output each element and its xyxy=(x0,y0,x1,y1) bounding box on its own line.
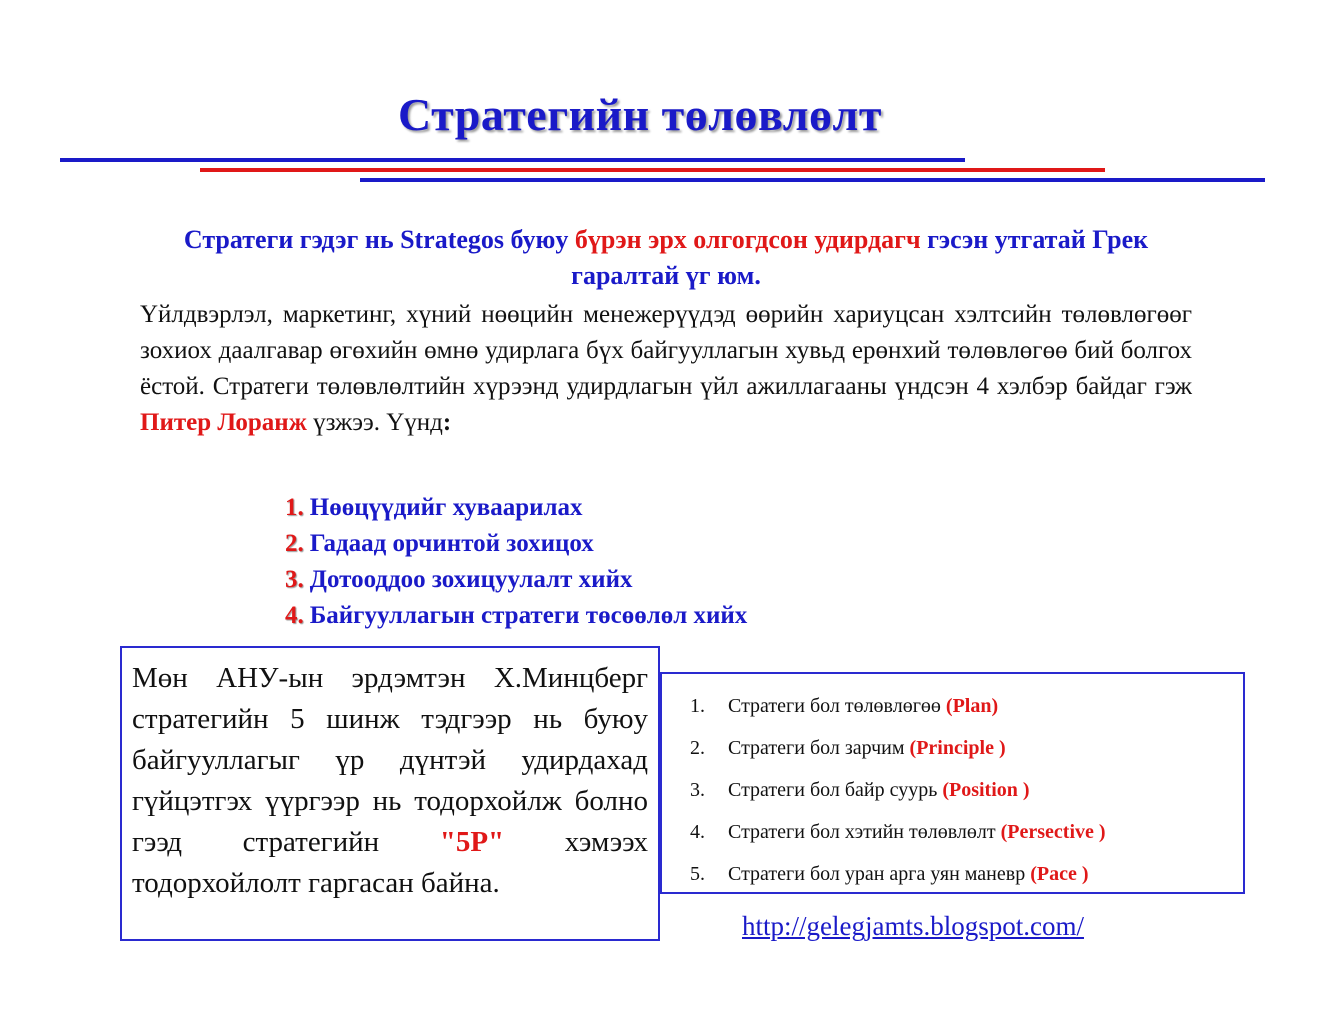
list-item: 1. Стратеги бол төлөвлөгөө (Plan) xyxy=(690,695,999,717)
intro-definition xyxy=(140,222,1192,294)
blog-link[interactable]: http://gelegjamts.blogspot.com/ xyxy=(742,911,1084,941)
decorative-line-blue-bottom xyxy=(360,178,1265,182)
list-item: 5. Стратеги бол уран арга уян маневр (Pace ) xyxy=(690,863,1089,885)
intro-text-2: гэсэн утгатай Грек гаралтай үг юм. xyxy=(571,225,1149,290)
list-item: 4. Стратеги бол хэтийн төлөвлөлт (Persective ) xyxy=(690,821,1106,843)
paragraph-text: Үйлдвэрлэл, маркетинг, хүний нөөцийн менежерүүдэд өөрийн хариуцсан хэлтсийн төлөвлөгөөг зохиох даалгавар өгөхийн өмнө удирлага бүх байгууллагын хувьд ерөнхий төлөвлөгөө бий болгох ёстой. Стратеги төлөвлөлтийн хүрээнд удирдлагын үйл ажиллагааны үндсэн 4 хэлбэр байдаг гэж xyxy=(140,301,1192,400)
list-item: 2. Стратеги бол зарчим (Principle ) xyxy=(690,737,1006,759)
list-item: 3. Дотооддоо зохицуулалт хийх xyxy=(285,566,633,593)
mintzberg-text: Мөн АНУ-ын эрдэмтэн Х.Минцберг стратегийн 5 шинж тэдгээр нь буюу байгууллагыг үр дүнтэй удирдахад гүйцэтгэх үүргээр нь тодорхойлж болно гээд стратегийн xyxy=(132,662,648,858)
decorative-line-blue-top xyxy=(60,158,965,162)
intro-highlight: бүрэн эрх олгогдсон удирдагч xyxy=(574,225,921,254)
mintzberg-end: хэмээх тодорхойлолт гаргасан байна. xyxy=(132,826,648,899)
management-functions-list xyxy=(285,490,747,634)
intro-text-1: Стратеги гэдэг нь Strategos буюу xyxy=(183,225,575,254)
list-item: 1. Нөөцүүдийг хуваарилах xyxy=(285,494,583,521)
five-p-list xyxy=(690,685,1106,895)
page-title: Стратегийн төлөвлөлт xyxy=(398,89,882,140)
list-item: 3. Стратеги бол байр суурь (Position ) xyxy=(690,779,1030,801)
list-item: 4. Байгууллагын стратеги төсөөлөл хийх xyxy=(285,602,748,629)
mintzberg-box xyxy=(120,646,660,941)
paragraph-colon: : xyxy=(442,409,452,436)
five-p-highlight: "5P" xyxy=(439,826,505,858)
list-item: 2. Гадаад орчинтой зохицох xyxy=(285,530,594,557)
decorative-line-red xyxy=(200,168,1105,172)
paragraph-end: үзжээ. Үүнд xyxy=(306,409,443,436)
author-name: Питер Лоранж xyxy=(140,409,307,436)
body-paragraph xyxy=(140,297,1192,441)
